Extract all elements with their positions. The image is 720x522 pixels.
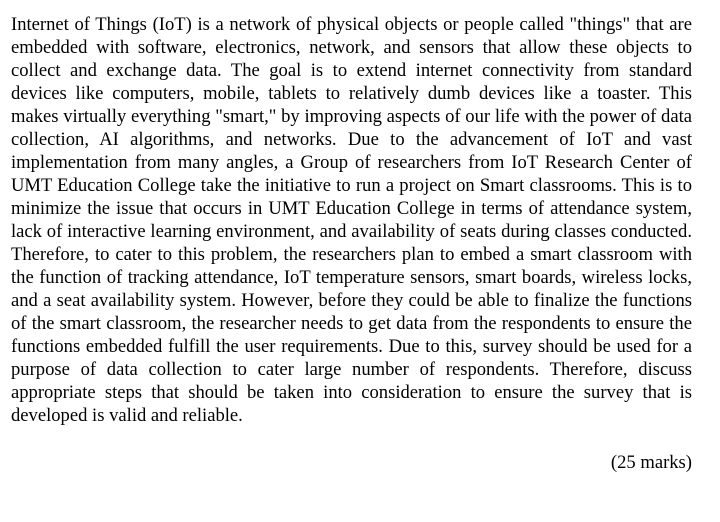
question-paragraph: Internet of Things (IoT) is a network of physical objects or people called "things" that are embedded with software, electronics, network, and sensors that allow these objects to collect and exchange data. The goal is to extend internet connectivity from standard devices like computers, mobile, tablets to relatively dumb devices like a toaster. This makes virtually everything "smart," by improving aspects of our life with the power of data collection, AI algorithms, and networks. Due to the advancement of IoT and vast implementation from many angles, a Group of researchers from IoT Research Center of UMT Education College take the initiative to run a project on Smart classrooms. This is to minimize the issue that occurs in UMT Education College in terms of attendance system, lack of interactive learning environment, and availability of seats during classes conducted. Therefore, to cater to this problem, the researchers plan to embed a smart classroom with the function of tracking attendance, IoT temperature sensors, smart boards, wireless locks, and a seat availability system. However, before they could be able to finalize the functions of the smart classroom, the researcher needs to get data from the respondents to ensure the functions embedded fulfill the user requirements. Due to this, survey should be used for a purpose of data collection to cater large number of respondents. Therefore, discuss appropriate steps that should be taken into consideration to ensure the survey that is developed is valid and reliable. <box>11 14 692 426</box>
question-block <box>11 13 692 474</box>
marks-label: (25 marks) <box>610 452 692 473</box>
